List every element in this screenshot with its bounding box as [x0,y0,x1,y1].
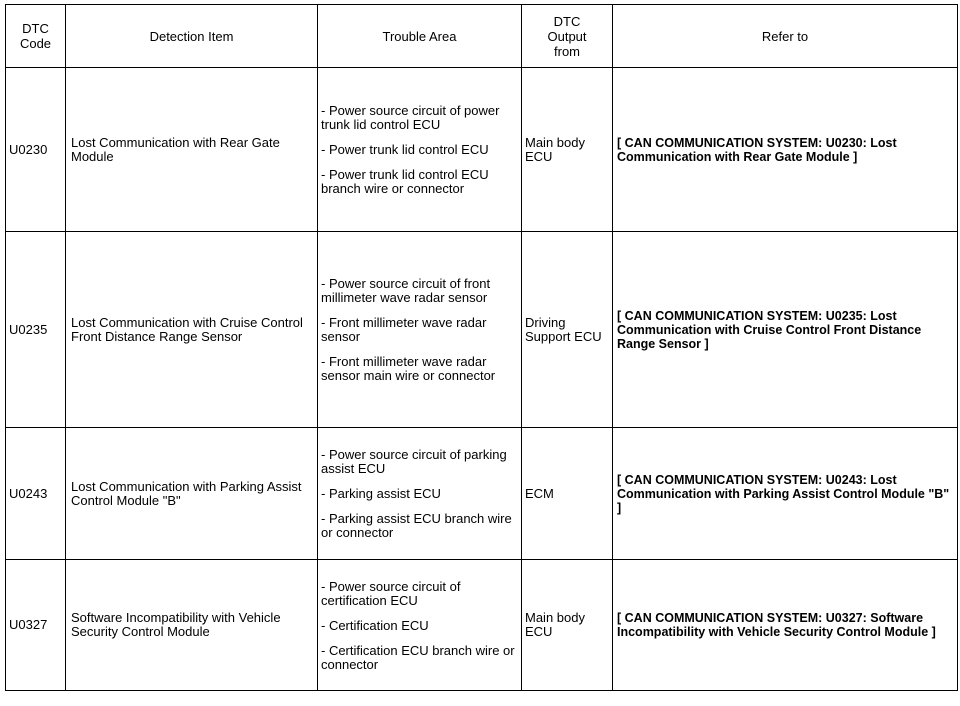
trouble-area-line: - Front millimeter wave radar sensor main wire or connector [321,354,496,383]
dtc-output-from-cell: Main body ECU [522,68,613,232]
trouble-area-line: - Power source circuit of parking assist ECU [321,447,507,476]
trouble-area-line: - Parking assist ECU [321,486,441,501]
trouble-area-line: - Power source circuit of certification ECU [321,578,461,608]
refer-to-link[interactable]: [ CAN COMMUNICATION SYSTEM: U0230: Lost Communication with Rear Gate Module ] [613,68,958,232]
trouble-area-line: - Parking assist ECU branch wire or connector [321,511,512,540]
detection-item-cell: Lost Communication with Parking Assist Control Module "B" [66,428,318,560]
detection-item-cell: Software Incompatibility with Vehicle Security Control Module [66,560,318,691]
trouble-area-line: - Certification ECU [321,617,429,633]
header-dtc-code: DTC Code [6,5,66,68]
trouble-area-line: - Power trunk lid control ECU branch wire or connector [321,167,489,196]
refer-to-link[interactable]: [ CAN COMMUNICATION SYSTEM: U0243: Lost Communication with Parking Assist Control Module "B" ] [613,428,958,560]
trouble-area-line: - Front millimeter wave radar sensor [321,315,487,344]
trouble-area-cell [318,68,522,232]
trouble-area-line: - Certification ECU branch wire or connector [321,642,515,672]
table-row [6,428,958,560]
table-row [6,232,958,428]
trouble-area-line: - Power source circuit of front millimeter wave radar sensor [321,276,491,305]
dtc-code-cell: U0243 [6,428,66,560]
detection-item-cell: Lost Communication with Cruise Control Front Distance Range Sensor [66,232,318,428]
dtc-table [5,4,958,691]
header-refer-to: Refer to [613,5,958,68]
dtc-output-from-cell: ECM [522,428,613,560]
trouble-area-cell [318,560,522,691]
trouble-area-cell [318,232,522,428]
trouble-area-cell [318,428,522,560]
table-header-row [6,5,958,68]
trouble-area-line: - Power source circuit of power trunk lid control ECU [321,103,500,132]
header-detection-item: Detection Item [66,5,318,68]
trouble-area-line: - Power trunk lid control ECU [321,142,489,157]
refer-to-link[interactable]: [ CAN COMMUNICATION SYSTEM: U0235: Lost Communication with Cruise Control Front Distance Range Sensor ] [613,232,958,428]
dtc-output-from-cell: Main body ECU [522,560,613,691]
table-row [6,68,958,232]
header-dtc-output-from: DTC Output from [522,5,613,68]
table-row [6,560,958,691]
refer-to-link[interactable]: [ CAN COMMUNICATION SYSTEM: U0327: Software Incompatibility with Vehicle Security Control Module ] [613,560,958,691]
dtc-code-cell: U0327 [6,560,66,691]
header-trouble-area: Trouble Area [318,5,522,68]
dtc-code-cell: U0230 [6,68,66,232]
dtc-code-cell: U0235 [6,232,66,428]
dtc-output-from-cell: Driving Support ECU [522,232,613,428]
detection-item-cell: Lost Communication with Rear Gate Module [66,68,318,232]
